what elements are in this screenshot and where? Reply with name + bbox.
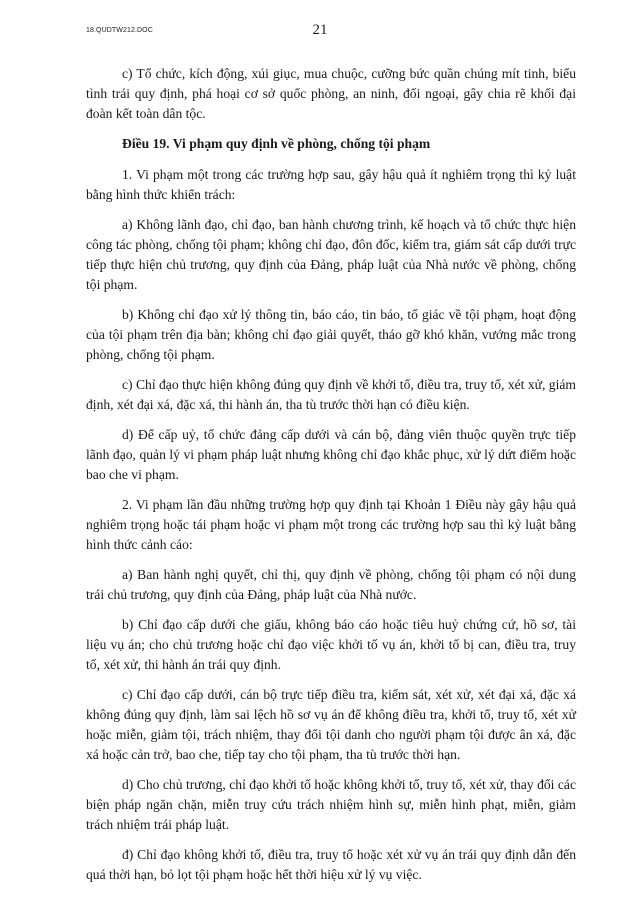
paragraph-2dd: đ) Chỉ đạo không khởi tố, điều tra, truy tố hoặc xét xử vụ án trái quy định dẫn đến quá thời hạn, bỏ lọt tội phạm hoặc hết thời hiệu xử lý vụ việc. — [86, 847, 576, 882]
document-code: 18.QUDTW212.DOC — [86, 27, 153, 34]
paragraph-2c: c) Chỉ đạo cấp dưới, cán bộ trực tiếp điều tra, kiểm sát, xét xử, xét đại xá, đặc xá không đúng quy định, làm sai lệch hồ sơ vụ án để không điều tra, khởi tố, truy tố, xét xử hoặc miễn, giảm tội, trách nhiệm, thay đổi tội danh cho người phạm tội được ân xá, đặc xá hoặc cản trở, bao che, tiếp tay cho tội phạm, tha tù trước thời hạn. — [86, 687, 576, 762]
paragraph-section-2: 2. Vi phạm lần đầu những trường hợp quy định tại Khoản 1 Điều này gây hậu quả nghiêm trọng hoặc tái phạm hoặc vi phạm một trong các trường hợp sau thì kỷ luật bằng hình thức cảnh cáo: — [86, 497, 576, 552]
paragraph-1b: b) Không chỉ đạo xử lý thông tin, báo cáo, tin báo, tố giác về tội phạm, hoạt động của tội phạm trên địa bàn; không chỉ đạo giải quyết, tháo gỡ khó khăn, vướng mắc trong phòng, chống tội phạm. — [86, 307, 576, 362]
paragraph-2d: d) Cho chủ trương, chỉ đạo khởi tố hoặc không khởi tố, truy tố, xét xử, thay đổi các biện pháp ngăn chặn, miễn truy cứu trách nhiệm hình sự, miễn hình phạt, miễn, giảm trách nhiệm trái pháp luật. — [86, 777, 576, 832]
paragraph-section-1: 1. Vi phạm một trong các trường hợp sau, gây hậu quả ít nghiêm trọng thì kỷ luật bằng hình thức khiển trách: — [86, 167, 576, 202]
paragraph-1c: c) Chỉ đạo thực hiện không đúng quy định về khởi tố, điều tra, truy tố, xét xử, giám định, xét đại xá, đặc xá, thi hành án, tha tù trước thời hạn có điều kiện. — [86, 377, 576, 412]
paragraph-1d: d) Để cấp uỷ, tổ chức đảng cấp dưới và cán bộ, đảng viên thuộc quyền trực tiếp lãnh đạo, quản lý vi phạm pháp luật nhưng không chỉ đạo khắc phục, xử lý dứt điểm hoặc bao che vi phạm. — [86, 427, 576, 482]
page-number: 21 — [312, 22, 328, 38]
paragraph-clause-c: c) Tổ chức, kích động, xúi giục, mua chuộc, cưỡng bức quần chúng mít tinh, biểu tình trái quy định, phá hoại cơ sở quốc phòng, an ninh, đối ngoại, gây chia rẽ khối đại đoàn kết toàn dân tộc. — [86, 66, 576, 121]
paragraph-1a: a) Không lãnh đạo, chỉ đạo, ban hành chương trình, kế hoạch và tổ chức thực hiện công tác phòng, chống tội phạm; không chỉ đạo, đôn đốc, kiểm tra, giám sát cấp dưới trực tiếp thực hiện chủ trương, quy định của Đảng, pháp luật của Nhà nước về phòng, chống tội phạm. — [86, 217, 576, 292]
article-19-heading: Điều 19. Vi phạm quy định về phòng, chống tội phạm — [122, 136, 431, 151]
paragraph-2a: a) Ban hành nghị quyết, chỉ thị, quy định về phòng, chống tội phạm có nội dung trái chủ trương, quy định của Đảng, pháp luật của Nhà nước. — [86, 567, 576, 602]
document-body — [86, 64, 576, 895]
paragraph-2b: b) Chỉ đạo cấp dưới che giấu, không báo cáo hoặc tiêu huỷ chứng cứ, hồ sơ, tài liệu vụ án; cho chủ trương hoặc chỉ đạo việc khởi tố vụ án, khởi tố bị can, điều tra, truy tố, xét xử, thi hành án trái quy định. — [86, 617, 576, 672]
